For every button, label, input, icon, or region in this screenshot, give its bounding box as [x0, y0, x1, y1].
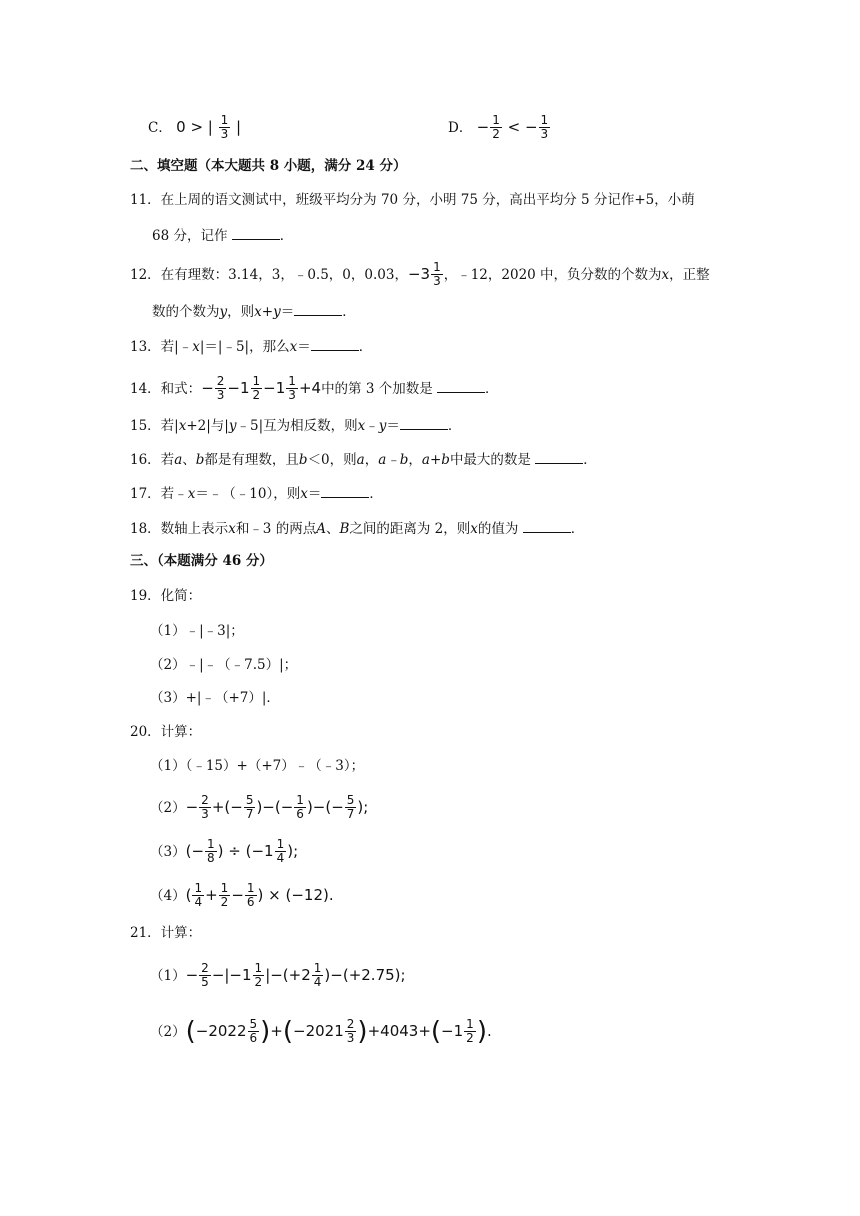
q18-text-a: 18．数轴上表示 — [130, 521, 229, 537]
q15-end: ． — [447, 418, 462, 434]
q17-text-a: 17．若﹣ — [130, 486, 188, 502]
section2-title: 二、填空题（本大题共 8 小题，满分 24 分） — [130, 158, 407, 174]
q14-answer-blank[interactable] — [437, 379, 485, 393]
q20-part3-label: （3） — [150, 844, 186, 860]
q13-text-a: 13．若|﹣ — [130, 339, 193, 355]
q16-answer-blank[interactable] — [535, 450, 583, 464]
q21-part1 — [150, 962, 406, 989]
q13-text-b: |＝|﹣5|，那么 — [199, 339, 290, 355]
q12-line1 — [130, 261, 710, 288]
q12-text-a: 12．在有理数：3.14，3，﹣0.5，0，0.03， — [130, 267, 408, 283]
q17-end: ． — [369, 486, 383, 502]
q15 — [130, 416, 461, 436]
q20-part3 — [150, 838, 298, 865]
q20-part1: （1）（﹣15）+（+7）﹣（﹣3）； — [150, 758, 365, 774]
q20-part3-expr: (− $\frac{1}{8}$ ) ÷ (−1 $\frac{1}{4}$ ); — [185, 837, 299, 865]
q16 — [130, 450, 597, 470]
option-c-expr: 0 > | $\frac{1}{3}$ | — [176, 113, 242, 141]
q14 — [130, 375, 499, 402]
q12-text-d: 数的个数为 — [152, 304, 220, 320]
q16-a-plus-b: a+b — [421, 452, 450, 468]
q21-part2-label: （2） — [150, 1024, 186, 1040]
q13-var2: x — [289, 339, 298, 355]
q16-text-d: ＜0，则 — [307, 452, 357, 468]
q16-text-c: 都是有理数，且 — [204, 452, 299, 468]
q21-part2 — [150, 1018, 492, 1045]
q15-answer-blank[interactable] — [400, 416, 448, 430]
q16-text-a: 16．若 — [130, 452, 175, 468]
q12-text-c: ，正整 — [669, 267, 710, 283]
q13-end: ． — [358, 339, 373, 355]
q12-expr: x+y — [254, 304, 281, 320]
option-c — [148, 114, 241, 141]
q20-part4 — [150, 882, 334, 909]
q16-a: a — [174, 452, 183, 468]
q20-part2 — [150, 794, 368, 821]
q16-text-f: ， — [408, 452, 422, 468]
q11-text: 68 分，记作 — [152, 228, 228, 244]
q16-a2: a — [356, 452, 365, 468]
q17-answer-blank[interactable] — [321, 484, 369, 498]
q15-text-d: ﹣ — [365, 418, 379, 434]
q15-text-b: +2|与| — [186, 418, 229, 434]
q18-A: A — [316, 521, 326, 537]
q20-part2-expr: − $\frac{2}{3}$ +(− $\frac{5}{7}$ )−(− $\frac{1}{6}$ )−(− $\frac{5}{7}$ ); — [185, 793, 369, 821]
section3-title: 三、（本题满分 46 分） — [130, 553, 273, 569]
q14-text-a: 14．和式： — [130, 381, 202, 397]
q12-eq: ＝ — [280, 304, 295, 320]
q12-var-y: y — [219, 304, 228, 320]
q15-text-c: ﹣5|互为相反数，则 — [236, 418, 358, 434]
q18-end: ． — [570, 521, 585, 537]
q19-part3: （3）+|﹣（+7）|． — [150, 690, 280, 706]
q18-text-b: 和﹣3 的两点 — [235, 521, 317, 537]
q18-text-d: 之间的距离为 2，则 — [349, 521, 471, 537]
q16-end: ． — [583, 452, 597, 468]
q18-x: x — [228, 521, 236, 537]
q17-eq: ＝ — [307, 486, 322, 502]
q16-text-b: 、 — [182, 452, 196, 468]
q21-part1-expr: − $\frac{2}{5}$ −|−1 $\frac{1}{2}$ |−(+2 $\frac{1}{4}$ )−(+2.75); — [185, 961, 406, 989]
q12-var-x: x — [661, 267, 670, 283]
option-c-label: C． — [148, 120, 172, 136]
q14-end: ． — [485, 381, 499, 397]
q13-answer-blank[interactable] — [311, 337, 359, 351]
q12-line2 — [152, 302, 356, 322]
q18-B: B — [339, 521, 350, 537]
q16-text-e: ， — [364, 452, 379, 468]
q15-y2: y — [378, 418, 387, 434]
q14-text-b: 中的第 3 个加数是 — [321, 381, 433, 397]
q15-y: y — [228, 418, 237, 434]
q18 — [130, 519, 584, 539]
q18-text-c: 、 — [325, 521, 340, 537]
q16-text-g: 中最大的数是 — [449, 452, 531, 468]
option-d — [448, 114, 551, 141]
q15-x: x — [178, 418, 187, 434]
q18-text-e: 的值为 — [477, 521, 519, 537]
option-d-expr: − $\frac{1}{2}$ < − $\frac{1}{3}$ — [476, 113, 549, 141]
q17-text-b: ＝﹣（﹣10），则 — [195, 486, 301, 502]
q16-a-minus-b: a﹣b — [378, 452, 409, 468]
q19-title: 19．化简： — [130, 588, 202, 604]
q15-x2: x — [357, 418, 366, 434]
q20-part2-label: （2） — [150, 800, 186, 816]
q13 — [130, 337, 372, 357]
q15-text-a: 15．若| — [130, 418, 179, 434]
q20-part4-label: （4） — [150, 888, 186, 904]
q18-x2: x — [470, 521, 478, 537]
q11-answer-blank[interactable] — [232, 226, 280, 240]
q17 — [130, 484, 383, 504]
q16-b2: b — [298, 452, 308, 468]
option-d-label: D． — [448, 120, 473, 136]
q18-answer-blank[interactable] — [523, 519, 571, 533]
q20-part4-expr: ( $\frac{1}{4}$ + $\frac{1}{2}$ − $\frac{1}{6}$ ) × (−12). — [185, 881, 334, 909]
q17-x2: x — [300, 486, 308, 502]
q21-title: 21．计算： — [130, 925, 202, 941]
q14-expression: − $\frac{2}{3}$ −1 $\frac{1}{2}$ −1 $\frac{1}{3}$ +4 — [201, 374, 322, 402]
q13-var: x — [192, 339, 200, 355]
q12-text-b: ，﹣12，2020 中，负分数的个数为 — [443, 267, 662, 283]
q12-end: ． — [342, 304, 356, 320]
q11-line1: 11．在上周的语文测试中，班级平均分为 70 分，小明 75 分，高出平均分 5 分记作+5，小萌 — [130, 192, 695, 208]
q16-b: b — [195, 452, 205, 468]
q12-mixed-number: −3 $\frac{1}{3}$ — [407, 260, 441, 288]
q15-eq: ＝ — [386, 418, 400, 434]
q12-answer-blank[interactable] — [294, 302, 342, 316]
q12-text-e: ，则 — [227, 304, 255, 320]
q17-x: x — [187, 486, 196, 502]
q11-end: ． — [279, 228, 294, 244]
q20-title: 20．计算： — [130, 724, 202, 740]
q21-part1-label: （1） — [150, 968, 186, 984]
q13-eq: ＝ — [297, 339, 311, 355]
q19-part2: （2）﹣|﹣（﹣7.5）|； — [150, 657, 298, 673]
q19-part1: （1）﹣|﹣3|； — [150, 623, 244, 639]
q11-line2 — [152, 226, 293, 246]
q21-part2-expr: (−2022 $\frac{5}{6}$ )+(−2021 $\frac{2}{3}$ )+4043+(−1 $\frac{1}{2}$ ). — [185, 1016, 492, 1047]
